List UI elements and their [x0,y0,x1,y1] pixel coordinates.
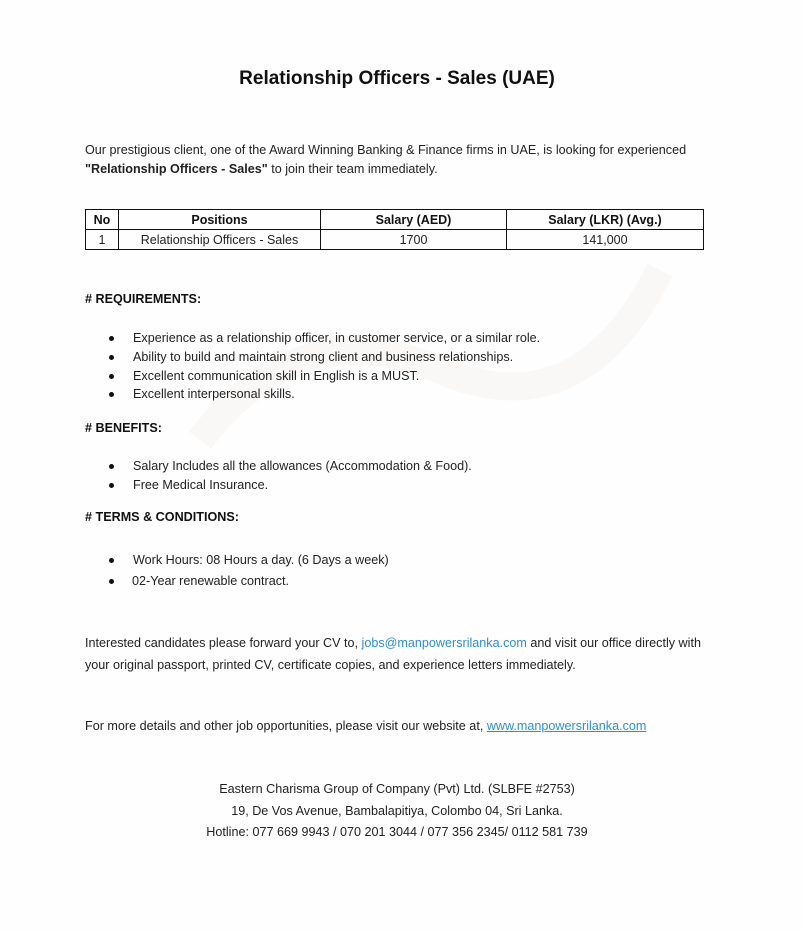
company-hotline: Hotline: 077 669 9943 / 070 201 3044 / 077 356 2345/ 0112 581 739 [206,825,588,839]
email-link[interactable]: jobs@manpowersrilanka.com [361,636,527,650]
company-name: Eastern Charisma Group of Company (Pvt) Ltd. (SLBFE #2753) [219,782,575,796]
terms-list [85,550,389,592]
positions-table [85,209,704,250]
bullet-icon [109,392,114,397]
table-row [86,230,704,250]
bullet-icon [109,464,114,469]
bullet-icon [109,336,114,341]
table-header-row [86,210,704,230]
list-item: Experience as a relationship officer, in customer service, or a similar role. [85,329,540,348]
company-footer [0,779,794,844]
bullet-icon [109,483,114,488]
list-item: 02-Year renewable contract. [85,571,389,592]
list-item: Free Medical Insurance. [85,476,472,495]
apply-paragraph: Interested candidates please forward your CV to, jobs@manpowersrilanka.com and visit our office directly with your original passport, printed CV, certificate copies, and experience letters immediately. [85,636,701,672]
website-link[interactable]: www.manpowersrilanka.com [486,719,647,733]
benefits-heading: # BENEFITS: [85,421,162,435]
requirements-list [85,329,540,404]
more-details-paragraph: For more details and other job opportunities, please visit our website at, www.manpowersrilanka.com [85,719,647,733]
header-no: No [86,210,119,230]
bullet-icon [109,355,114,360]
intro-paragraph [85,141,725,179]
terms-heading: # TERMS & CONDITIONS: [85,510,239,524]
requirements-heading: # REQUIREMENTS: [85,292,202,306]
cell-no: 1 [86,230,119,250]
list-item: Work Hours: 08 Hours a day. (6 Days a week) [85,550,389,571]
list-item: Ability to build and maintain strong client and business relationships. [85,348,540,367]
bullet-icon [109,374,114,379]
benefits-list [85,457,472,495]
intro-text: Our prestigious client, one of the Award Winning Banking & Finance firms in UAE, is looking for experienced [85,143,687,157]
cell-position: Relationship Officers - Sales [119,230,321,250]
cell-salary-lkr: 141,000 [507,230,704,250]
list-item: Excellent interpersonal skills. [85,385,540,404]
bullet-icon [109,579,114,584]
cell-salary-aed: 1700 [321,230,507,250]
header-positions: Positions [119,210,321,230]
intro-position-bold: "Relationship Officers - Sales" [85,162,268,176]
company-address: 19, De Vos Avenue, Bambalapitiya, Colombo 04, Sri Lanka. [231,803,563,818]
header-salary-aed: Salary (AED) [321,210,507,230]
header-salary-lkr: Salary (LKR) (Avg.) [507,210,704,230]
bullet-icon [109,558,114,563]
list-item: Salary Includes all the allowances (Accommodation & Food). [85,457,472,476]
list-item: Excellent communication skill in English is a MUST. [85,367,540,386]
page-title: Relationship Officers - Sales (UAE) [239,68,555,89]
intro-text-end: to join their team immediately. [267,162,438,176]
